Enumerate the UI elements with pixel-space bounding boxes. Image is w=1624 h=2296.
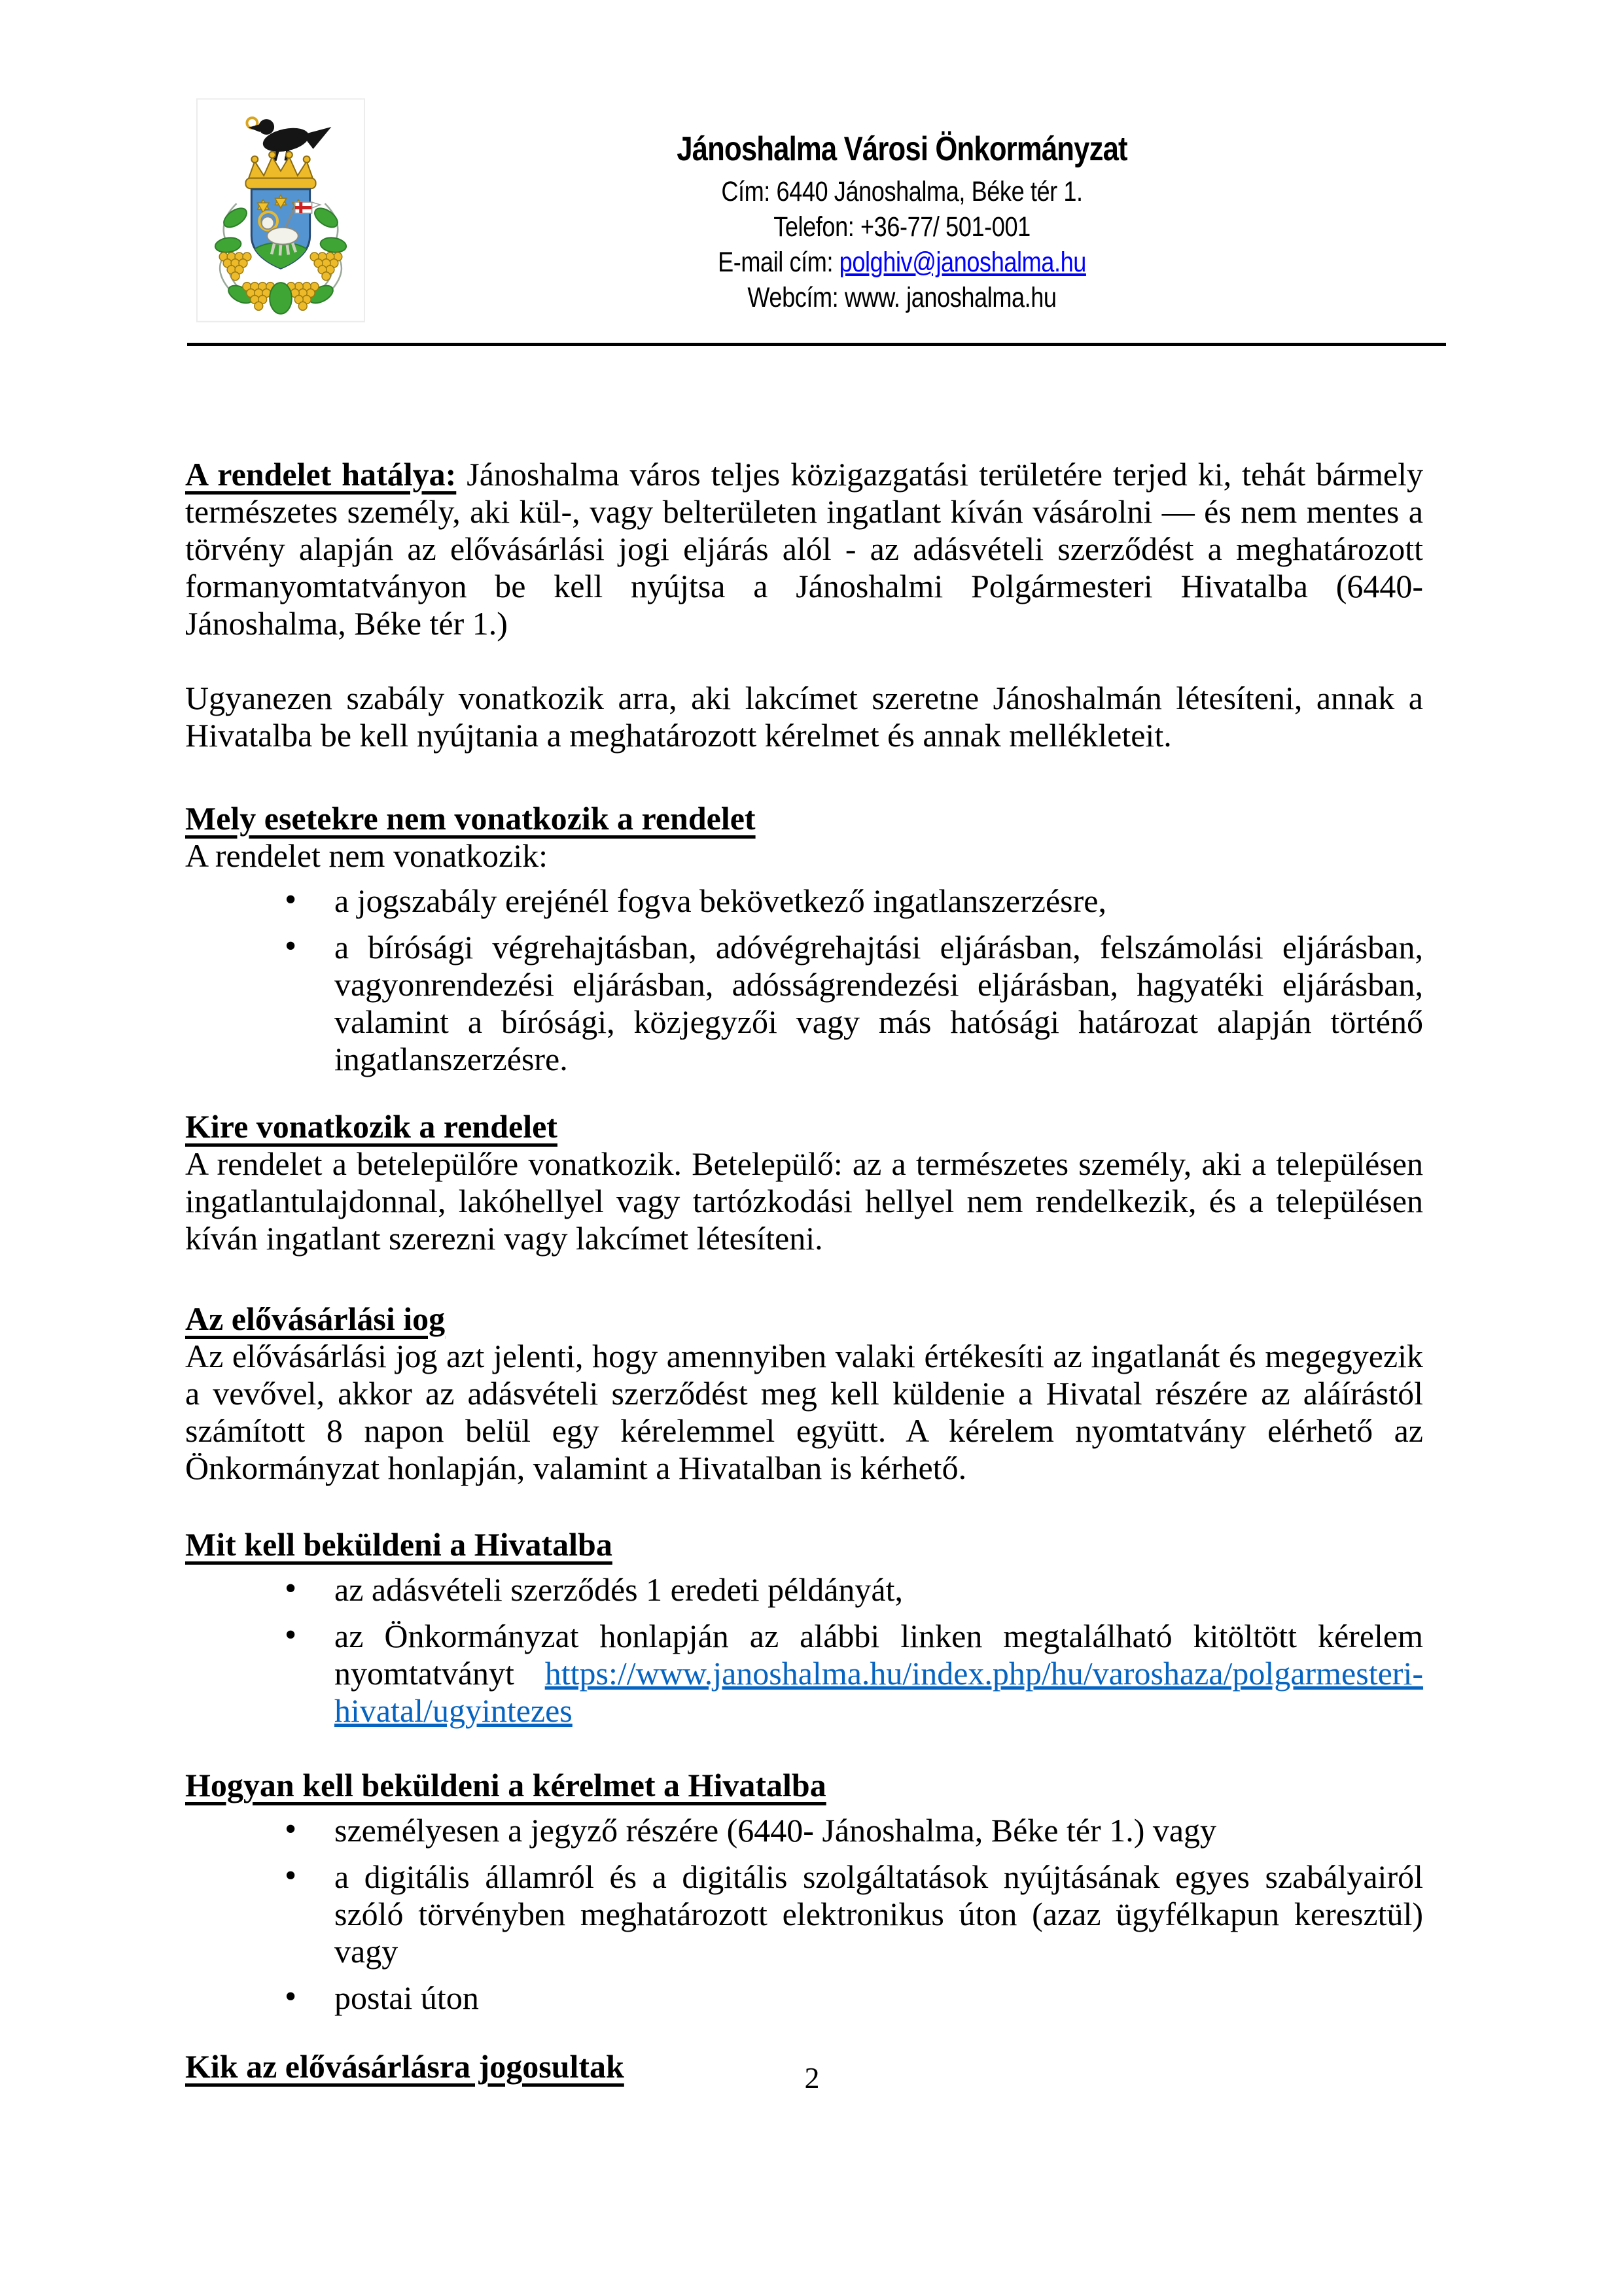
list-item <box>185 1979 1423 2017</box>
email-label: E-mail cím: <box>718 247 839 278</box>
heading-preemption-right: Az elővásárlási iog <box>185 1300 446 1337</box>
list-item-text: az adásvételi szerződés 1 eredeti példányát, <box>334 1571 903 1608</box>
scope-lead: A rendelet hatálya: <box>185 456 457 493</box>
list-item <box>185 1858 1423 1970</box>
heading-how-to-send: Hogyan kell beküldeni a kérelmet a Hivatalba <box>185 1767 826 1803</box>
page-number: 2 <box>804 2061 820 2095</box>
letterhead-text <box>451 97 1352 315</box>
intro-exceptions: A rendelet nem vonatkozik: <box>185 837 548 874</box>
bullet-icon: • <box>285 1857 297 1894</box>
org-phone: Telefon: +36-77/ 501-001 <box>773 211 1031 243</box>
exceptions-list <box>185 882 1423 1078</box>
bullet-icon: • <box>285 1570 297 1607</box>
paragraph-same-rule: Ugyanezen szabály vonatkozik arra, aki lakcímet szeretne Jánoshalmán létesíteni, annak a Hivatalba be kell nyújtania a meghatározott kérelmet és annak mellékleteit. <box>185 680 1423 754</box>
heading-who-entitled: Kik az elővásárlásra jogosultak <box>185 2048 624 2085</box>
list-item-text: személyesen a jegyző részére (6440- Jánoshalma, Béke tér 1.) vagy <box>334 1812 1217 1849</box>
list-item <box>185 1571 1423 1609</box>
list-item-text: az Önkormányzat honlapján az alábbi linken megtalálható kitöltött kérelem nyomtatványt <box>334 1618 1423 1692</box>
list-item-text: postai úton <box>334 1979 479 2016</box>
list-item <box>185 1812 1423 1849</box>
list-item <box>185 929 1423 1078</box>
org-name: Jánoshalma Városi Önkormányzat <box>677 130 1127 168</box>
what-to-send-list <box>185 1571 1423 1730</box>
list-item <box>185 882 1423 920</box>
paragraph-applies-to: A rendelet a betelepülőre vonatkozik. Betelepülő: az a természetes személy, aki a településen ingatlantulajdonnal, lakóhellyel vagy tartózkodási hellyel nem rendelkezik, és a településen kíván ingatlant szerezni vagy lakcímet létesíteni. <box>185 1145 1423 1257</box>
letterhead <box>196 97 1439 324</box>
bullet-icon: • <box>285 1978 297 2015</box>
scope-text: Jánoshalma város teljes közigazgatási területére terjed ki, tehát bármely természetes személy, aki kül-, vagy belterületen ingatlant kíván vásárolni — és nem mentes a törvény alapján az elővásárlási jogi eljárás alól - az adásvételi szerződést a meghatározott formanyomtatványon be kell nyújtsa a Jánoshalmi Polgármesteri Hivatalba (6440- Jánoshalma, Béke tér 1.) <box>185 456 1423 642</box>
org-email <box>451 245 1352 280</box>
paragraph-preemption-right: Az elővásárlási jog azt jelenti, hogy amennyiben valaki értékesíti az ingatlanát és megegyezik a vevővel, akkor az adásvételi szerződést meg kell küldenie a Hivatal részére az aláírástól számított 8 napon belül egy kérelemmel együtt. A kérelem nyomtatvány elérhető az Önkormányzat honlapján, valamint a Hivatalban is kérhető. <box>185 1338 1423 1486</box>
list-item-text: a jogszabály erejénél fogva bekövetkező ingatlanszerzésre, <box>334 882 1106 919</box>
how-to-send-list <box>185 1812 1423 2017</box>
paragraph-scope <box>185 456 1423 642</box>
request-form-link[interactable]: https://www.janoshalma.hu/index.php/hu/varoshaza/polgarmesteri-hivatal/ugyintezes <box>334 1655 1423 1729</box>
heading-exceptions: Mely esetekre nem vonatkozik a rendelet <box>185 800 756 837</box>
heading-applies-to: Kire vonatkozik a rendelet <box>185 1108 557 1145</box>
bullet-icon: • <box>285 881 297 918</box>
email-link[interactable]: polghiv@janoshalma.hu <box>839 247 1086 278</box>
list-item-text: a digitális államról és a digitális szolgáltatások nyújtásának egyes szabályairól szóló törvényben meghatározott elektronikus úton (azaz ügyfélkapun keresztül) vagy <box>334 1858 1423 1970</box>
coat-of-arms-image <box>196 97 365 324</box>
org-address: Cím: 6440 Jánoshalma, Béke tér 1. <box>721 176 1083 207</box>
heading-what-to-send: Mit kell beküldeni a Hivatalba <box>185 1526 612 1563</box>
list-item <box>185 1618 1423 1730</box>
header-divider <box>187 343 1446 346</box>
bullet-icon: • <box>285 928 297 965</box>
bullet-icon: • <box>285 1616 297 1654</box>
coat-of-arms <box>196 97 365 324</box>
org-web: Webcím: www. janoshalma.hu <box>747 282 1057 313</box>
list-item-text: a bírósági végrehajtásban, adóvégrehajtási eljárásban, felszámolási eljárásban, vagyonrendezési eljárásban, adósságrendezési eljárásban, hagyatéki eljárásban, valamint a bírósági, közjegyzői vagy más hatósági határozat alapján történő ingatlanszerzésre. <box>334 929 1423 1077</box>
bullet-icon: • <box>285 1811 297 1848</box>
bottom-leaf-icon <box>270 283 292 314</box>
document-body <box>185 456 1423 2085</box>
